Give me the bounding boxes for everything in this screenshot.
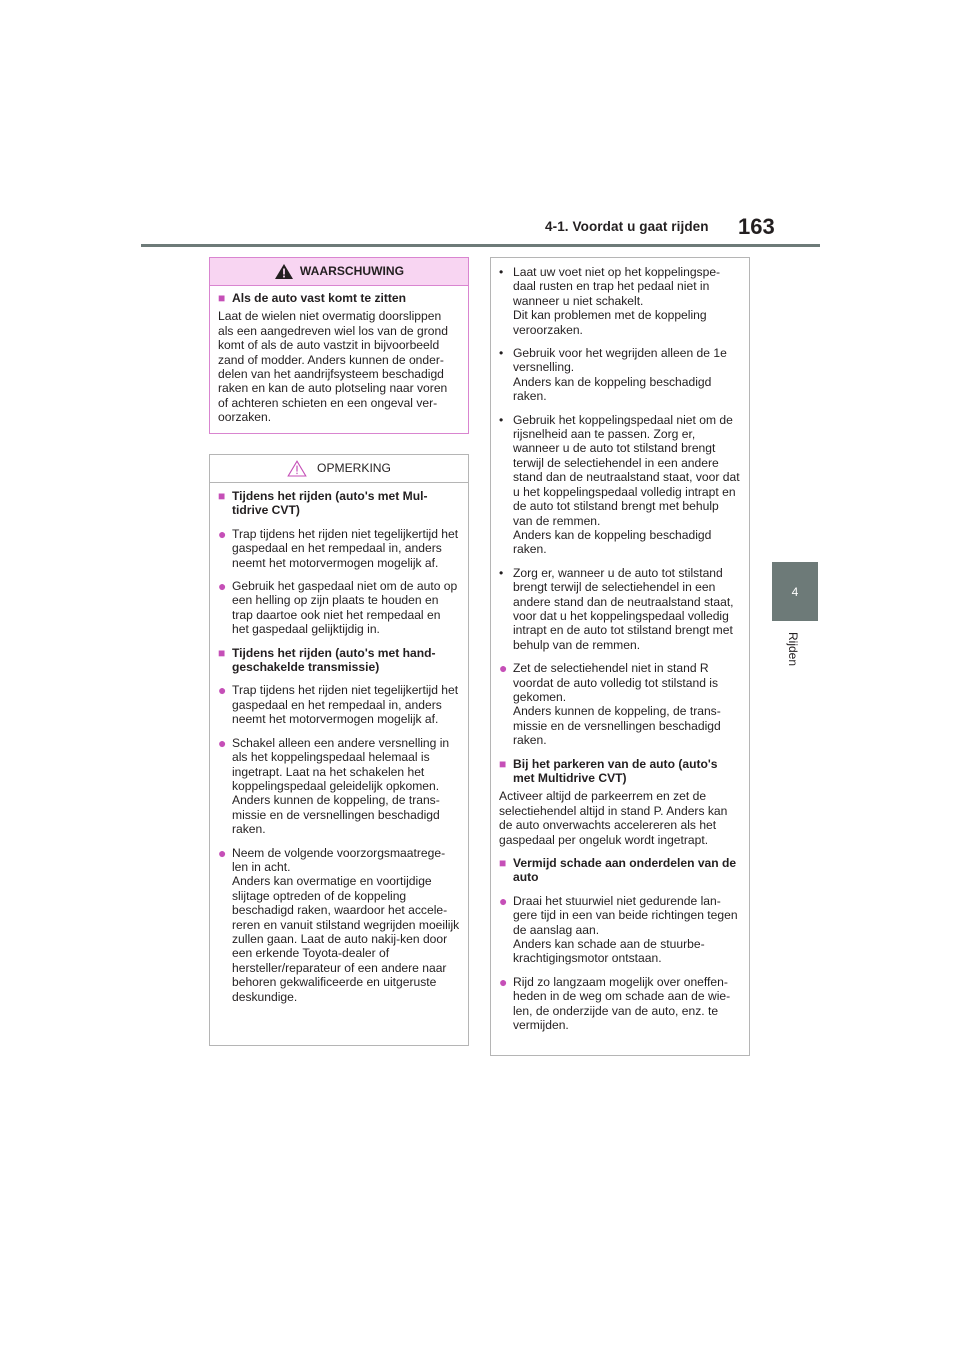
square-bullet-icon: ■ xyxy=(218,291,226,305)
note-s2-bullet-line: Neem de volgende voorzorgsmaatrege-len in acht. xyxy=(232,845,446,874)
round-bullet-icon: ● xyxy=(499,973,508,990)
warning-triangle-icon xyxy=(274,263,294,280)
bullet-line: Anders kan schade aan de stuurbe-krachtigingsmotor ontstaan. xyxy=(513,937,705,966)
dash-item-line: Laat uw voet niet op het koppelingspe-daal rusten en trap het pedaal niet in wanneer u niet schakelt. xyxy=(513,265,721,308)
continued-note-box xyxy=(490,257,750,1056)
dash-item xyxy=(513,265,741,337)
damage-bullet: Rijd zo langzaam mogelijk over oneffen-heden in de weg om schade aan de wie-len, de onderzijde van de auto, enz. te vermijden. xyxy=(513,974,731,1033)
square-bullet-icon: ■ xyxy=(499,756,507,771)
parking-heading: Bij het parkeren van de auto (auto's met Multidrive CVT) xyxy=(513,756,718,785)
bullet-r-item xyxy=(513,661,741,747)
round-bullet-icon: ● xyxy=(218,525,227,542)
note-s1-bullet: Gebruik het gaspedaal niet om de auto op een helling op zijn plaats te houden en trap daartoe ook niet het rempedaal en het gaspedaal gelijktijdig in. xyxy=(232,579,458,637)
dash-item xyxy=(513,566,741,652)
round-bullet-icon: ● xyxy=(499,892,508,909)
dash-item-line: Zorg er, wanneer u de auto tot stilstand brengt terwijl de selectiehendel in een andere stand dan de neutraalstand staat, voor dat u het koppelingspedaal volledig intrapt en de auto tot stilstand brengt met behulp van de remmen. xyxy=(513,565,734,652)
note-header xyxy=(210,455,468,483)
parking-text: Activeer altijd de parkeerrem en zet de selectiehendel altijd in stand P. Anders kan de auto onverwachts accelereren als het gaspedaal per ongeluk wordt ingetrapt. xyxy=(499,789,728,847)
dash-bullet-icon: • xyxy=(499,412,504,427)
dash-item-line: Anders kan de koppeling beschadigd raken. xyxy=(513,374,712,404)
square-bullet-icon: ■ xyxy=(218,489,226,503)
chapter-title: Rijden xyxy=(786,632,800,667)
warning-text: Laat de wielen niet overmatig doorslippen als een aangedreven wiel los van de grond komt of als de auto vastzit in bijvoorbeeld zand of modder. Anders kunnen de onder-delen van het aandrijfsysteem beschadigd raken en kan de auto plotseling naar voren of achteren schieten en een ongeval ver-oorzaken. xyxy=(218,309,448,425)
square-bullet-icon: ■ xyxy=(499,856,507,871)
warning-title: WAARSCHUWING xyxy=(299,264,405,279)
dash-bullet-icon: • xyxy=(499,346,504,361)
note-s2-bullet: Schakel alleen een andere versnelling in als het koppelingspedaal helemaal is ingetrapt. Laat na het schakelen het koppelingspedaal geleidelijk opkomen. Anders kunnen de koppeling, de trans-missie en de versnellingen beschadigd raken. xyxy=(232,735,450,837)
bullet-line: Draai het stuurwiel niet gedurende lan-gere tijd in een van beide richtingen tegen de aanslag aan. xyxy=(513,893,738,937)
note-section2-heading: Tijdens het rijden (auto's met hand-geschakelde transmissie) xyxy=(232,645,436,675)
note-section1-heading: Tijdens het rijden (auto's met Mul-tidrive CVT) xyxy=(232,489,428,518)
section-title: 4-1. Voordat u gaat rijden xyxy=(545,219,709,234)
note-s2-bullet xyxy=(232,846,460,1004)
round-bullet-icon: ● xyxy=(218,844,227,861)
page-number: 163 xyxy=(738,214,775,239)
dash-item-line: Anders kan de koppeling beschadigd raken. xyxy=(513,527,712,557)
warning-heading: Als de auto vast komt te zitten xyxy=(232,291,407,305)
note-title: OPMERKING xyxy=(317,461,391,476)
round-bullet-icon: ● xyxy=(218,734,227,751)
note-box xyxy=(209,454,469,1046)
warning-box xyxy=(209,257,469,434)
note-s2-bullet: Trap tijdens het rijden niet tegelijkertijd het gaspedaal en het rempedaal in, anders neemt het motorvermogen mogelijk af. xyxy=(232,683,459,727)
dash-bullet-icon: • xyxy=(499,265,504,279)
header-rule xyxy=(141,244,820,247)
dash-item-line: Dit kan problemen met de koppeling veroorzaken. xyxy=(513,308,707,337)
round-bullet-icon: ● xyxy=(499,660,508,677)
bullet-line: Zet de selectiehendel niet in stand R voordat de auto volledig tot stilstand is gekomen. xyxy=(513,661,719,704)
bullet-line: Anders kunnen de koppeling, de trans-missie en de versnellingen beschadigd raken. xyxy=(513,704,721,748)
warning-header xyxy=(210,258,468,286)
dash-item-line: Gebruik voor het wegrijden alleen de 1e versnelling. xyxy=(513,346,727,375)
note-s2-bullet-line: Anders kan overmatige en voortijdige slijtage optreden of de koppeling beschadigd raken, waardoor het accele-reren en vanuit stilstand wegrijden moeilijk zullen gaan. Laat de auto nakij-ken door een erkende Toyota-dealer of hersteller/reparateur of een andere naar behoren gekwalificeerde en uitgeruste deskundige. xyxy=(232,874,460,1004)
damage-bullet xyxy=(513,894,741,966)
note-s1-bullet: Trap tijdens het rijden niet tegelijkertijd het gaspedaal en het rempedaal in, anders neemt het motorvermogen mogelijk af. xyxy=(232,526,459,570)
chapter-number: 4 xyxy=(791,584,799,599)
round-bullet-icon: ● xyxy=(218,578,227,595)
chapter-tab xyxy=(772,562,818,621)
dash-item xyxy=(513,346,741,404)
damage-heading: Vermijd schade aan onderdelen van de auto xyxy=(513,856,737,885)
dash-item-line: Gebruik het koppelingspedaal niet om de rijsnelheid aan te passen. Zorg er, wanneer u de auto tot stilstand brengt terwijl de selectiehendel in een andere stand dan de neutraalstand staat, voor dat u het koppelingspedaal volledig intrapt en de auto tot stilstand brengt met behulp van de remmen. xyxy=(513,412,740,528)
round-bullet-icon: ● xyxy=(218,682,227,699)
dash-bullet-icon: • xyxy=(499,565,504,580)
square-bullet-icon: ■ xyxy=(218,645,226,660)
caution-outline-icon xyxy=(287,460,307,477)
dash-item xyxy=(513,413,741,557)
